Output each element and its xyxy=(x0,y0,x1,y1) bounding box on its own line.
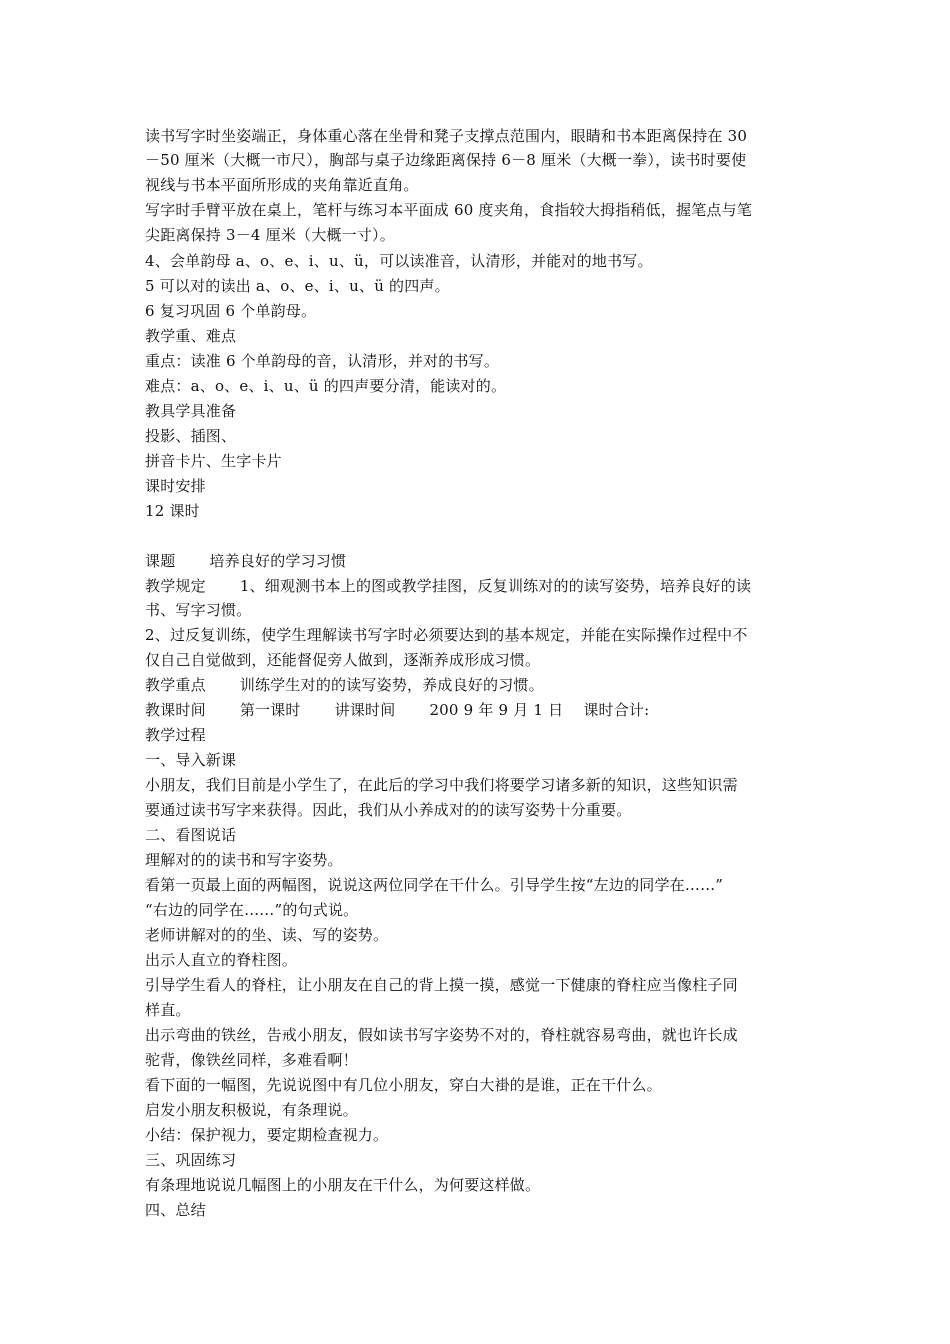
lesson-date-label: 讲课时间 xyxy=(334,701,396,719)
lesson-focus-value: 训练学生对的的读写姿势，养成良好的习惯。 xyxy=(239,676,544,694)
text-line: 读书写字时坐姿端正，身体重心落在坐骨和凳子支撑点范围内，眼睛和书本距离保持在 30 xyxy=(145,127,748,145)
lesson-schedule xyxy=(145,699,649,721)
text-line: 小朋友，我们目前是小学生了，在此后的学习中我们将要学习诸多新的知识，这些知识需 xyxy=(145,776,738,794)
text-line: 难点：a、o、e、i、u、ü 的四声要分清，能读对的。 xyxy=(145,377,507,395)
lesson-time-label: 教课时间 xyxy=(145,701,206,719)
text-line: 看下面的一幅图，先说说图中有几位小朋友，穿白大褂的是谁，正在干什么。 xyxy=(145,1076,662,1094)
text-line: 书、写字习惯。 xyxy=(145,601,252,619)
section-heading: 三、巩固练习 xyxy=(145,1151,237,1169)
text-line: 出示弯曲的铁丝，告戒小朋友，假如读书写字姿势不对的，脊柱就容易弯曲，就也许长成 xyxy=(145,1026,738,1044)
lesson-focus-label: 教学重点 xyxy=(145,676,206,694)
text-line: 尖距离保持 3－4 厘米（大概一寸）。 xyxy=(145,226,395,244)
lesson-topic-value: 培养良好的学习习惯 xyxy=(209,552,347,570)
section-heading: 教学过程 xyxy=(145,726,206,744)
lesson-total-label: 课时合计: xyxy=(583,701,650,719)
text-line: 投影、插图、 xyxy=(145,427,237,445)
text-line: 样直。 xyxy=(145,1001,191,1019)
lesson-requirement-text: 1、细观测书本上的图或教学挂图，反复训练对的的读写姿势，培养良好的读 xyxy=(239,577,752,595)
lesson-topic xyxy=(145,550,346,572)
section-heading: 一、导入新课 xyxy=(145,751,237,769)
text-line: 2、过反复训练，使学生理解读书写字时必须要达到的基本规定，并能在实际操作过程中不 xyxy=(145,626,748,644)
lesson-time-value: 第一课时 xyxy=(239,701,301,719)
lesson-requirement xyxy=(145,575,751,597)
lesson-topic-label: 课题 xyxy=(145,552,176,570)
section-heading: 四、总结 xyxy=(145,1201,206,1219)
text-line: 仅自己自觉做到，还能督促旁人做到，逐渐养成形成习惯。 xyxy=(145,651,541,669)
text-line: 出示人直立的脊柱图。 xyxy=(145,951,298,969)
text-line: 看第一页最上面的两幅图，说说这两位同学在干什么。引导学生按“左边的同学在……” xyxy=(145,876,724,894)
text-line: 写字时手臂平放在桌上，笔杆与练习本平面成 60 度夹角，食指较大拇指稍低，握笔点与笔 xyxy=(145,201,753,219)
text-line: 理解对的的读书和写字姿势。 xyxy=(145,851,343,869)
text-line: 要通过读书写字来获得。因此，我们从小养成对的的读写姿势十分重要。 xyxy=(145,801,632,819)
text-line: 4、会单韵母 a、o、e、i、u、ü，可以读准音，认清形，并能对的地书写。 xyxy=(145,252,653,270)
text-line: 启发小朋友积极说，有条理说。 xyxy=(145,1101,358,1119)
text-line: 拼音卡片、生字卡片 xyxy=(145,452,282,470)
text-line: 小结：保护视力，要定期检查视力。 xyxy=(145,1126,389,1144)
lesson-date-value: 200 9 年 9 月 1 日 xyxy=(429,701,564,719)
section-heading: 课时安排 xyxy=(145,477,206,495)
text-line: 12 课时 xyxy=(145,502,200,520)
text-line: 5 可以对的读出 a、o、e、i、u、ü 的四声。 xyxy=(145,277,450,295)
text-line: 6 复习巩固 6 个单韵母。 xyxy=(145,302,317,320)
text-line: 引导学生看人的脊柱，让小朋友在自己的背上摸一摸，感觉一下健康的脊柱应当像柱子同 xyxy=(145,976,738,994)
text-line: 重点：读准 6 个单韵母的音，认清形，并对的书写。 xyxy=(145,352,500,370)
section-heading: 二、看图说话 xyxy=(145,826,237,844)
lesson-requirement-label: 教学规定 xyxy=(145,577,206,595)
lesson-focus xyxy=(145,674,544,696)
section-heading: 教学重、难点 xyxy=(145,327,237,345)
text-line: 老师讲解对的的坐、读、写的姿势。 xyxy=(145,926,389,944)
text-line: “右边的同学在……”的句式说。 xyxy=(145,901,359,919)
text-line: 有条理地说说几幅图上的小朋友在干什么，为何要这样做。 xyxy=(145,1176,541,1194)
text-line: 驼背，像铁丝同样，多难看啊！ xyxy=(145,1051,358,1069)
section-heading: 教具学具准备 xyxy=(145,402,237,420)
text-line: －50 厘米（大概一市尺），胸部与桌子边缘距离保持 6－8 厘米（大概一拳），读书时要使 xyxy=(145,151,747,169)
text-line: 视线与书本平面所形成的夹角靠近直角。 xyxy=(145,176,419,194)
